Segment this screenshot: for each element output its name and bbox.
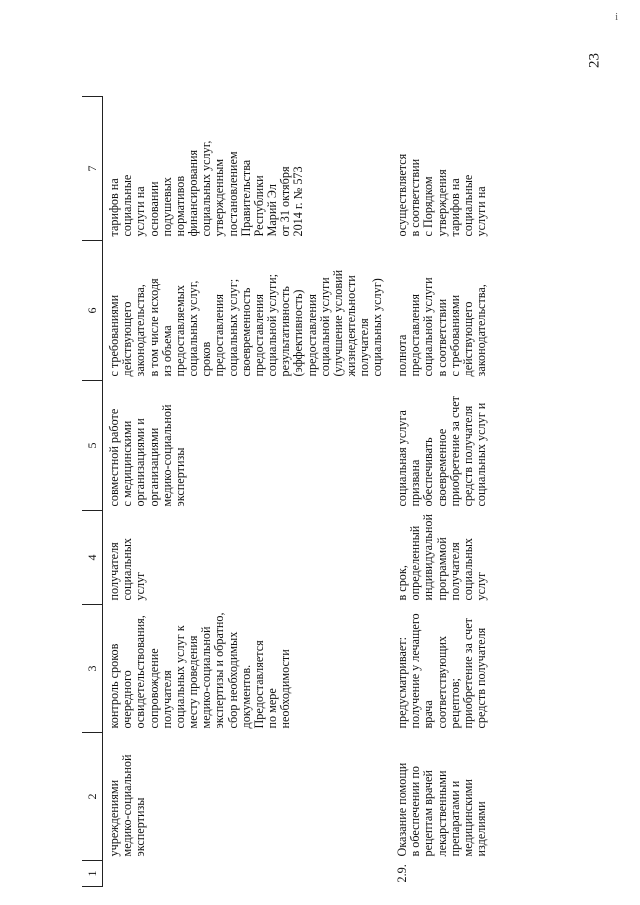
- cell-line: сроков: [199, 341, 214, 377]
- cell-line: совместной работе: [107, 408, 121, 507]
- cell-line: средств получателя: [460, 405, 475, 507]
- cell-line: медико-социальной: [120, 754, 135, 857]
- cell-line: определенный: [408, 525, 423, 601]
- cell-line: подушевых: [159, 177, 174, 237]
- cell-line: предоставляемых: [172, 285, 187, 377]
- cell-line: очередного: [120, 670, 135, 729]
- cell-line: результативность: [278, 286, 293, 377]
- header-col-4: 4: [82, 511, 103, 605]
- cell-line: Предоставляется: [251, 640, 266, 729]
- cell-line: рецептов;: [447, 678, 462, 729]
- table-cell-col4: [390, 511, 488, 605]
- cell-line: Правительства: [238, 159, 253, 237]
- cell-line: социальные: [460, 174, 475, 237]
- cell-line: жизнедеятельности: [344, 275, 359, 377]
- cell-line: социальных услуг к: [172, 625, 187, 729]
- cell-line: законодательства,: [474, 284, 489, 377]
- cell-line: организациями: [146, 427, 161, 507]
- services-table: [82, 96, 488, 887]
- cell-line: изделиями: [474, 801, 489, 857]
- cell-line: социальных услуг;: [225, 278, 240, 377]
- cell-line: социальных: [120, 537, 135, 601]
- table-cell-num: [103, 861, 391, 887]
- cell-line: своевременность: [238, 287, 253, 377]
- table-cell-col7: [103, 97, 391, 241]
- cell-line: с Порядком: [421, 176, 436, 237]
- cell-line: услуг: [133, 571, 148, 601]
- cell-line: получение у лечащего: [408, 613, 423, 729]
- cell-line: призвана: [408, 459, 423, 507]
- cell-line: действующего: [460, 301, 475, 377]
- cell-line: своевременное: [434, 428, 449, 507]
- table-cell-col6: [390, 241, 488, 381]
- cell-line: с требованиями: [107, 294, 121, 377]
- cell-line: месту проведения: [186, 635, 201, 729]
- cell-line: осуществляется: [395, 153, 409, 237]
- cell-line: Марий Эл: [265, 184, 280, 237]
- cell-line: предоставления: [408, 294, 423, 377]
- cell-line: социальных: [460, 537, 475, 601]
- cell-line: индивидуальной: [421, 514, 436, 601]
- cell-line: социальных услуг,: [199, 140, 214, 237]
- cell-line: в том числе исходя: [146, 278, 161, 377]
- cell-line: экспертизы: [172, 447, 187, 507]
- table-cell-col6: [103, 241, 391, 381]
- table-cell-col4: [103, 511, 391, 605]
- cell-line: врача: [421, 700, 436, 729]
- cell-line: рецептам врачей: [421, 770, 436, 857]
- table-cell-col3: [103, 605, 391, 733]
- cell-line: утвержденным: [212, 158, 227, 237]
- cell-line: получателя: [357, 318, 372, 377]
- cell-line: получателя: [107, 542, 121, 601]
- cell-line: Оказание помощи: [395, 762, 409, 857]
- cell-line: документов.: [238, 664, 253, 729]
- cell-line: финансирования: [186, 149, 201, 237]
- cell-line: Республики: [251, 175, 266, 237]
- cell-line: медико-социальной: [159, 404, 174, 507]
- cell-line: предоставления: [304, 294, 319, 377]
- cell-line: предоставления: [251, 294, 266, 377]
- cell-line: из объема: [159, 325, 174, 377]
- header-col-6: 6: [82, 241, 103, 381]
- cell-line: по мере: [265, 688, 280, 729]
- cell-line: медицинскими: [460, 779, 475, 857]
- cell-line: услуги на: [133, 186, 148, 237]
- cell-line: с медицинскими: [120, 420, 135, 507]
- table-row: [103, 97, 391, 887]
- cell-line: действующего: [120, 301, 135, 377]
- table-cell-col2: [103, 733, 391, 861]
- cell-line: нормативов: [172, 175, 187, 237]
- cell-line: приобретение за счет: [460, 618, 475, 729]
- cell-line: программой: [434, 537, 449, 601]
- cell-line: основании: [146, 181, 161, 237]
- cell-line: сопровождение: [146, 648, 161, 729]
- cell-line: предоставления: [212, 294, 227, 377]
- cell-line: экспертизы: [133, 797, 148, 857]
- header-col-1: 1: [82, 861, 103, 887]
- row-number: 2.9.: [395, 864, 409, 883]
- cell-line: препаратами и: [447, 780, 462, 857]
- cell-line: услуги на: [474, 186, 489, 237]
- cell-line: контроль сроков: [107, 643, 121, 729]
- page-number: 23: [586, 53, 603, 68]
- table-cell-col7: [390, 97, 488, 241]
- cell-line: в соответствии: [434, 298, 449, 377]
- table-cell-col2: [390, 733, 488, 861]
- header-col-3: 3: [82, 605, 103, 733]
- cell-line: экспертизы и обратно,: [212, 612, 227, 729]
- edge-mark: i: [615, 12, 618, 23]
- cell-line: социальной услуги: [317, 277, 332, 377]
- table-cell-num: [390, 861, 488, 887]
- cell-line: 2014 г. № 573: [291, 166, 306, 237]
- cell-line: тарифов на: [447, 178, 462, 237]
- cell-line: социальной услуги;: [265, 274, 280, 377]
- cell-line: социальной услуги: [421, 277, 436, 377]
- cell-line: учреждениями: [107, 779, 121, 857]
- cell-line: сбор необходимых: [225, 631, 240, 729]
- cell-line: от 31 октября: [278, 166, 293, 237]
- cell-line: получателя: [447, 542, 462, 601]
- cell-line: предусматривает:: [395, 636, 409, 729]
- table-cell-col3: [390, 605, 488, 733]
- cell-line: с требованиями: [447, 294, 462, 377]
- cell-line: социальные: [120, 174, 135, 237]
- cell-line: приобретение за счет: [447, 396, 462, 507]
- cell-line: в соответствии: [408, 158, 423, 237]
- table-cell-col5: [103, 381, 391, 511]
- cell-line: (эффективность): [291, 289, 306, 377]
- cell-line: услуг: [474, 571, 489, 601]
- table-row: [390, 97, 488, 887]
- cell-line: в обеспечении по: [408, 766, 423, 857]
- header-row: [82, 97, 103, 887]
- cell-line: социальных услуг): [370, 278, 385, 377]
- cell-line: средств получателя: [474, 627, 489, 729]
- cell-line: освидетельствования,: [133, 615, 148, 729]
- cell-line: социальная услуга: [395, 410, 409, 507]
- cell-line: медико-социальной: [199, 626, 214, 729]
- cell-line: соответствующих: [434, 635, 449, 729]
- cell-line: постановлением: [225, 151, 240, 237]
- cell-line: законодательства,: [133, 284, 148, 377]
- cell-line: обеспечивать: [421, 437, 436, 507]
- cell-line: социальных услуг и: [474, 402, 489, 507]
- table-cell-col5: [390, 381, 488, 511]
- cell-line: получателя: [159, 670, 174, 729]
- cell-line: тарифов на: [107, 178, 121, 237]
- cell-line: организациями и: [133, 418, 148, 507]
- cell-line: (улучшение условий: [330, 269, 345, 377]
- header-col-5: 5: [82, 381, 103, 511]
- header-col-7: 7: [82, 97, 103, 241]
- header-col-2: 2: [82, 733, 103, 861]
- cell-line: в срок,: [395, 565, 409, 601]
- cell-line: социальных услуг,: [186, 280, 201, 377]
- cell-line: лекарственными: [434, 770, 449, 857]
- rotated-sheet: [82, 97, 552, 887]
- cell-line: полнота: [395, 334, 409, 377]
- cell-line: утверждения: [434, 169, 449, 237]
- cell-line: необходимости: [278, 649, 293, 729]
